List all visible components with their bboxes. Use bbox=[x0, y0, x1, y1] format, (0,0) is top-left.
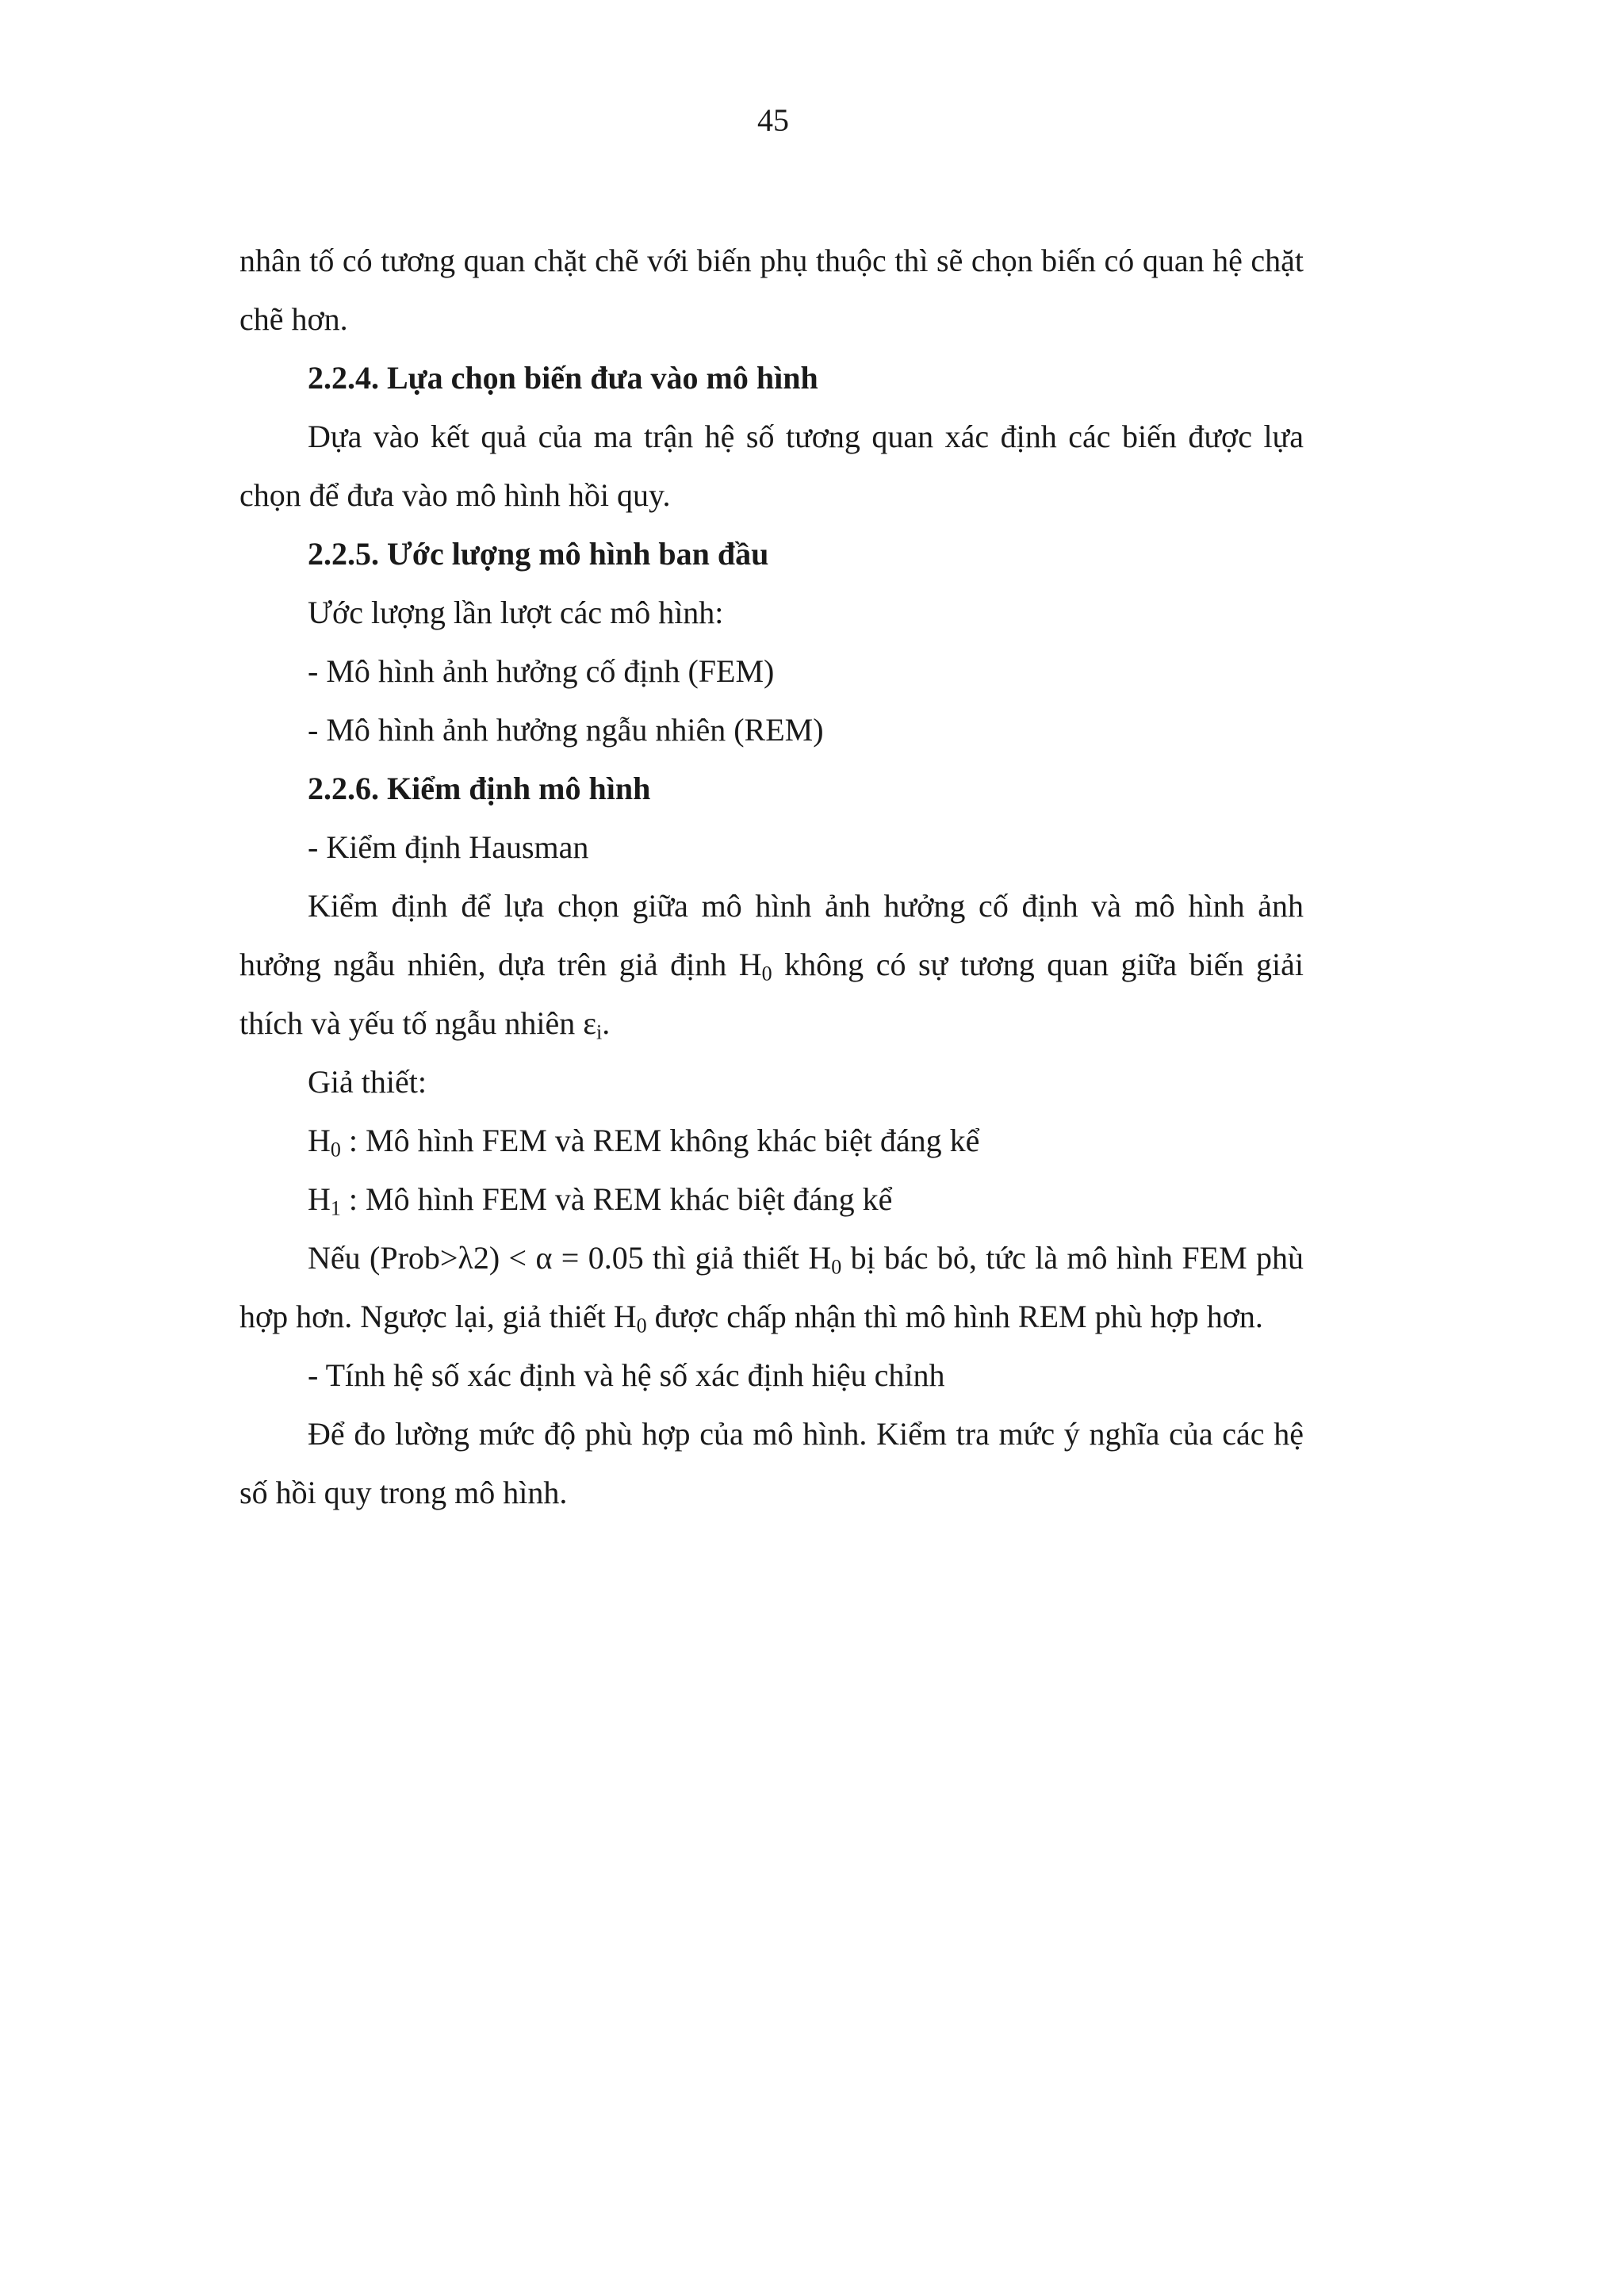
document-body bbox=[239, 232, 1304, 1522]
text-run: . bbox=[602, 1005, 611, 1041]
list-item-rem: - Mô hình ảnh hưởng ngẫu nhiên (REM) bbox=[308, 712, 824, 748]
paragraph-hypothesis-label: Giả thiết: bbox=[308, 1064, 427, 1100]
paragraph-estimation-intro: Ước lượng lần lượt các mô hình: bbox=[308, 595, 724, 630]
text-run: không có sự tương quan giữa biến giải thích và yếu tố ngẫu nhiên ε bbox=[239, 947, 1304, 1041]
list-item-r-squared: - Tính hệ số xác định và hệ số xác định hiệu chỉnh bbox=[308, 1357, 945, 1393]
subscript: 1 bbox=[330, 1196, 341, 1220]
text-run: được chấp nhận thì mô hình REM phù hợp hơn. bbox=[646, 1299, 1263, 1334]
hypothesis-h1 bbox=[239, 1170, 1304, 1229]
subscript: 0 bbox=[330, 1138, 341, 1161]
section-heading-2-2-5: 2.2.5. Ước lượng mô hình ban đầu bbox=[308, 536, 769, 572]
text-run: : Mô hình FEM và REM không khác biệt đáng kể bbox=[340, 1123, 980, 1158]
section-heading-2-2-4: 2.2.4. Lựa chọn biến đưa vào mô hình bbox=[308, 360, 818, 396]
text-run: Kiểm định để lựa chọn giữa mô hình ảnh hưởng cố định và mô hình ảnh hưởng ngẫu nhiên, dựa trên giả định H bbox=[239, 888, 1304, 982]
list-item-hausman: - Kiểm định Hausman bbox=[308, 829, 589, 865]
text-run: : Mô hình FEM và REM khác biệt đáng kể bbox=[340, 1181, 893, 1217]
subscript: 0 bbox=[761, 962, 772, 985]
text-run: Nếu (Prob>λ2) < α = 0.05 thì giả thiết H bbox=[308, 1240, 832, 1276]
list-item-fem: - Mô hình ảnh hưởng cố định (FEM) bbox=[308, 653, 775, 689]
paragraph-goodness-of-fit: Để đo lường mức độ phù hợp của mô hình. Kiểm tra mức ý nghĩa của các hệ số hồi quy trong mô hình. bbox=[239, 1416, 1304, 1510]
subscript: 0 bbox=[831, 1255, 842, 1279]
hypothesis-h0 bbox=[239, 1112, 1304, 1170]
section-heading-2-2-6: 2.2.6. Kiểm định mô hình bbox=[308, 771, 651, 806]
paragraph-continuation: nhân tố có tương quan chặt chẽ với biến phụ thuộc thì sẽ chọn biến có quan hệ chặt chẽ hơn. bbox=[239, 243, 1304, 337]
subscript: i bbox=[596, 1020, 603, 1044]
page-number: 45 bbox=[757, 102, 789, 138]
text-run: bị bác bỏ, tức là mô hình FEM phù hợp hơn. Ngược lại, giả thiết H bbox=[239, 1240, 1304, 1334]
text-run: H bbox=[308, 1123, 331, 1158]
paragraph-decision-rule bbox=[239, 1229, 1304, 1346]
paragraph-variable-selection: Dựa vào kết quả của ma trận hệ số tương quan xác định các biến được lựa chọn để đưa vào mô hình hồi quy. bbox=[239, 419, 1304, 513]
paragraph-hausman-description bbox=[239, 877, 1304, 1053]
text-run: H bbox=[308, 1181, 331, 1217]
subscript: 0 bbox=[636, 1314, 647, 1337]
